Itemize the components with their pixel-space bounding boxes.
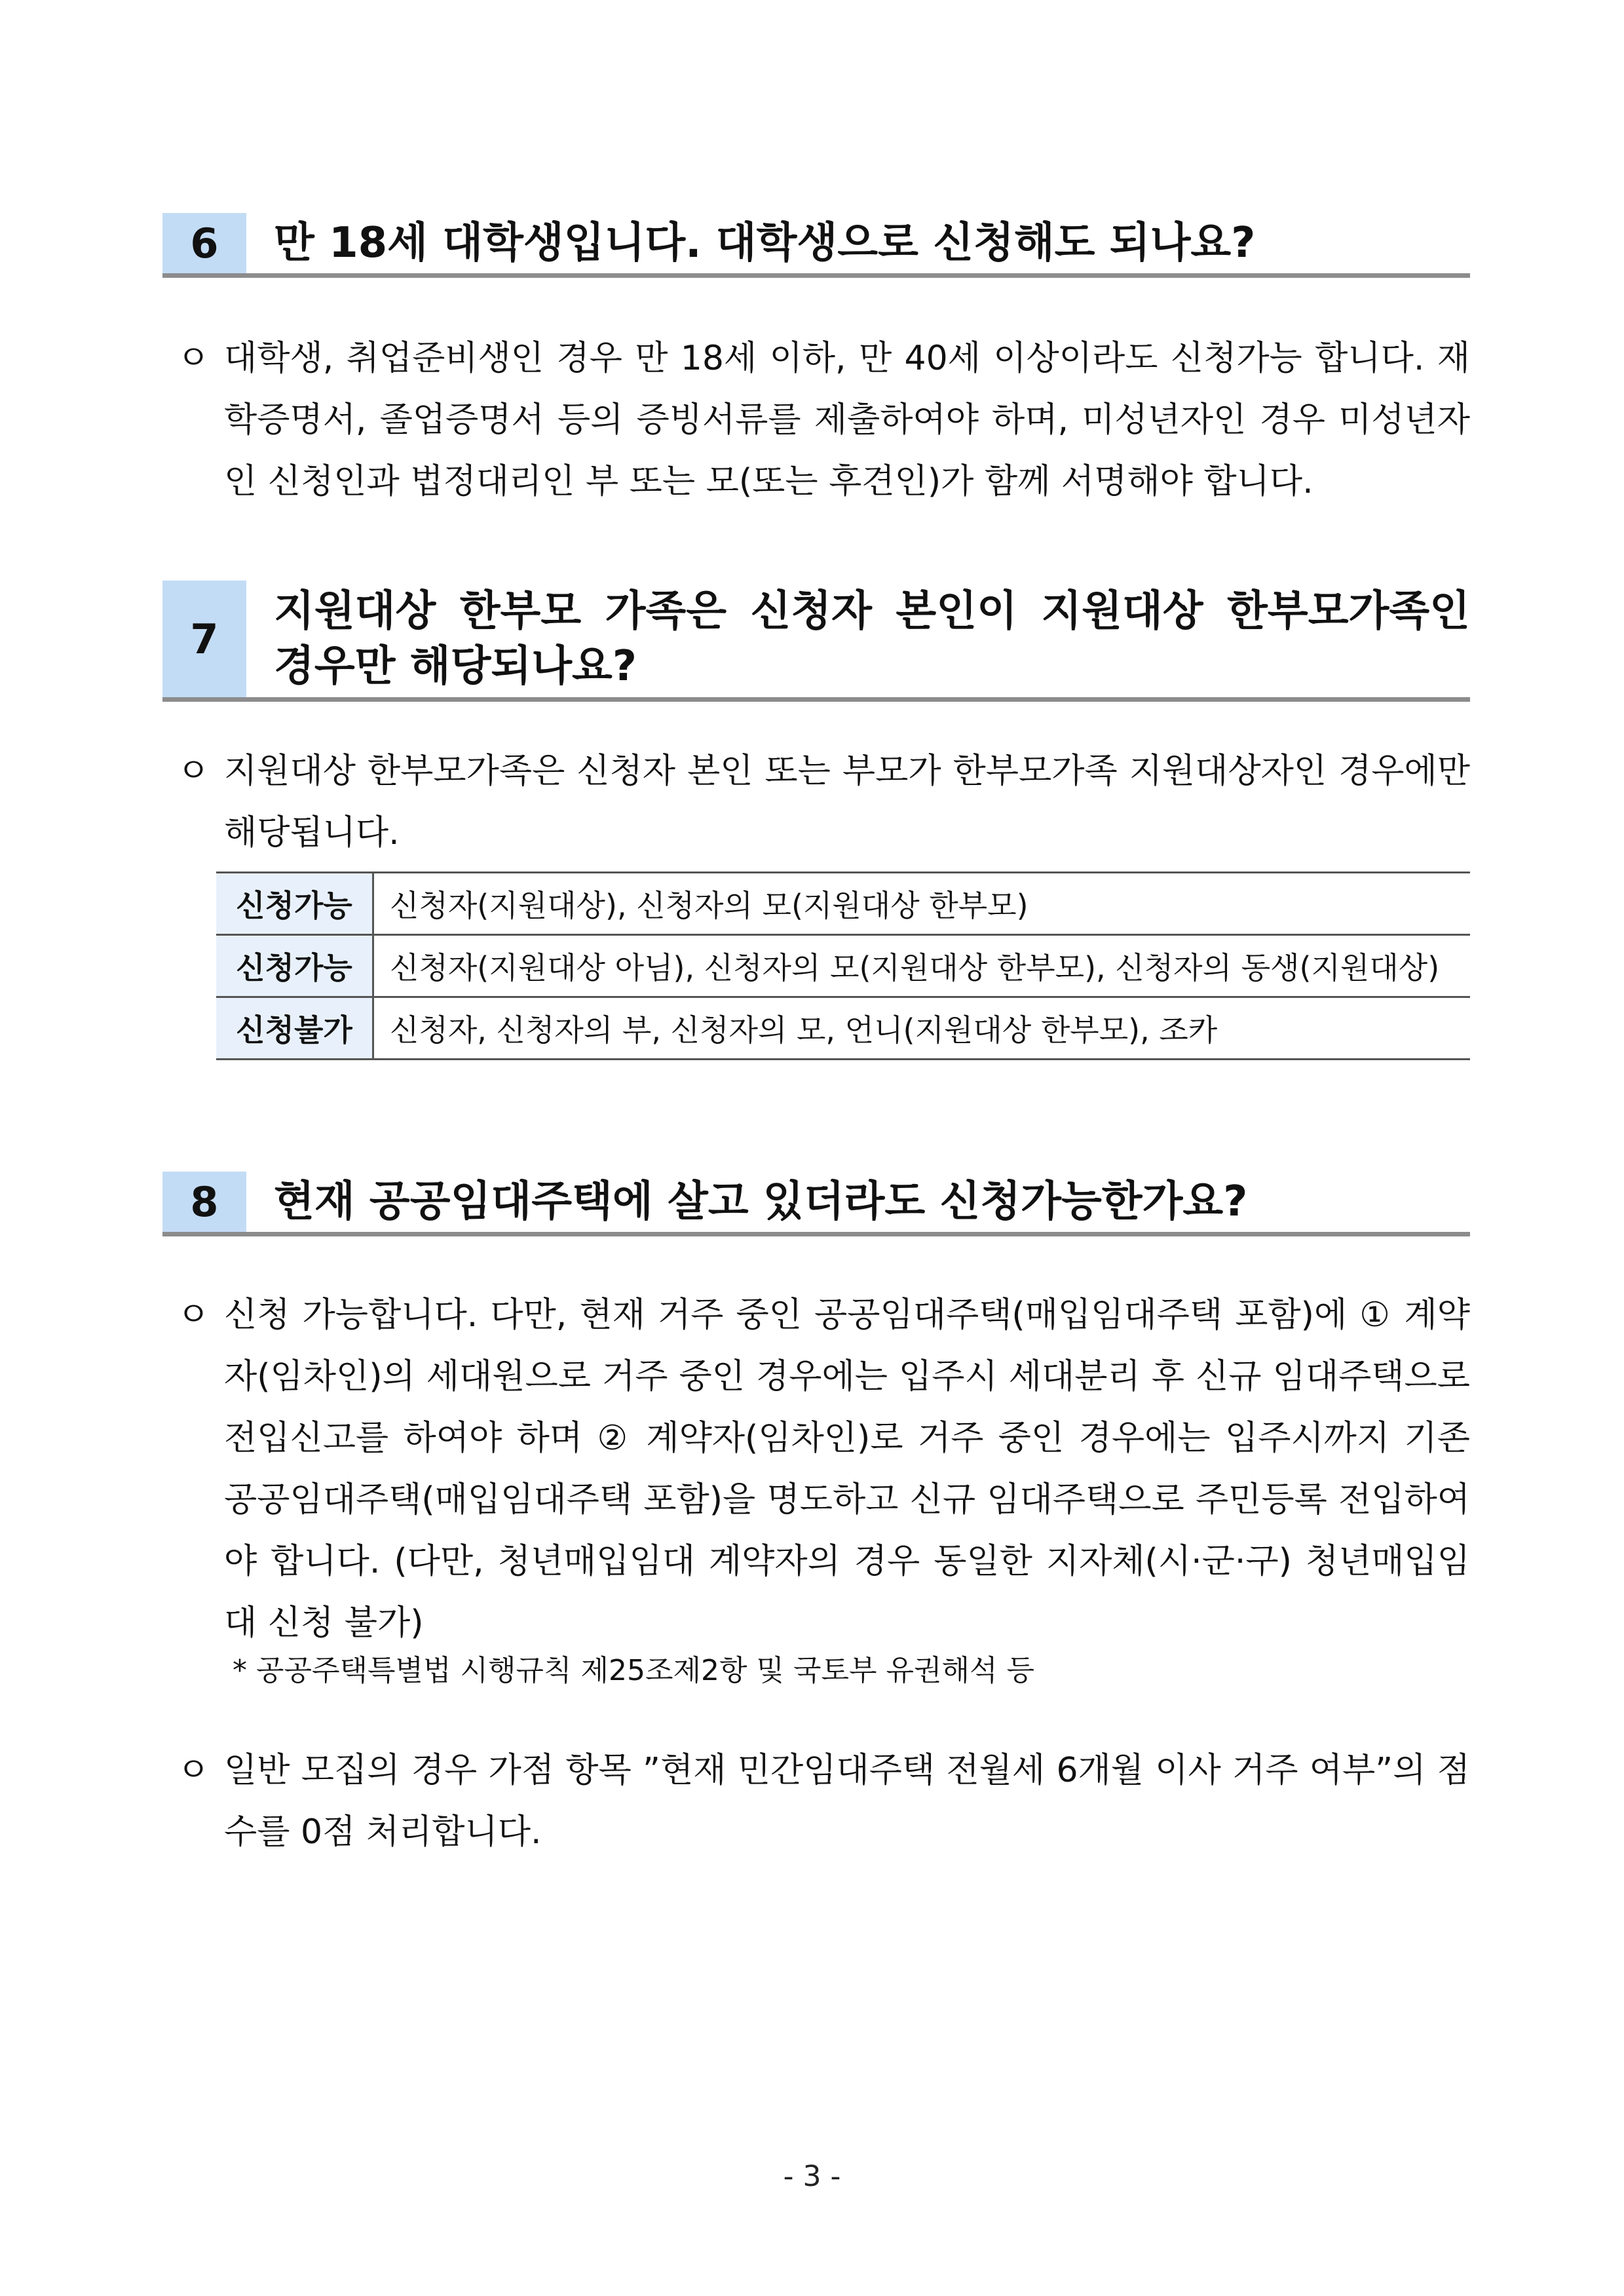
table-row xyxy=(216,997,1470,1060)
eligibility-table xyxy=(216,871,1470,1060)
eligibility-status: 신청가능 xyxy=(216,873,373,935)
question-title: 만 18세 대학생입니다. 대학생으로 신청해도 되나요? xyxy=(274,219,1256,267)
question-8-answer-1 xyxy=(177,1284,1470,1654)
eligibility-desc: 신청자(지원대상 아님), 신청자의 모(지원대상 한부모), 신청자의 동생(지원대상) xyxy=(373,935,1471,997)
question-title: 현재 공공임대주택에 살고 있더라도 신청가능한가요? xyxy=(274,1177,1248,1226)
question-title-line: 경우만 해당되나요? xyxy=(274,642,637,691)
question-8-answer-2 xyxy=(177,1740,1470,1863)
answer-text: 일반 모집의 경우 가점 항목 ”현재 민간임대주택 전월세 6개월 이사 거주 여부”의 점수를 0점 처리합니다. xyxy=(224,1751,1470,1852)
answer-text: 대학생, 취업준비생인 경우 만 18세 이하, 만 40세 이상이라도 신청가능 합니다. 재학증명서, 졸업증명서 등의 증빙서류를 제출하여야 하며, 미성년자인 경우 미성년자인 신청인과 법정대리인 부 또는 모(또는 후견인)가 함께 서명해야 합니다. xyxy=(224,339,1470,501)
question-6-header xyxy=(162,213,1470,278)
eligibility-desc: 신청자(지원대상), 신청자의 모(지원대상 한부모) xyxy=(373,873,1471,935)
question-7-header xyxy=(162,581,1470,702)
table-row xyxy=(216,935,1470,997)
eligibility-status: 신청불가 xyxy=(216,997,373,1060)
bullet: ㅇ xyxy=(177,1295,210,1335)
answer-text: 신청 가능합니다. 다만, 현재 거주 중인 공공임대주택(매입임대주택 포함)에 ① 계약자(임차인)의 세대원으로 거주 중인 경우에는 입주시 세대분리 후 신규 임대주택으로 전입신고를 하여야 하며 ② 계약자(임차인)로 거주 중인 경우에는 입주시까지 기존 공공임대주택(매입임대주택 포함)을 명도하고 신규 임대주택으로 주민등록 전입하여야 합니다. (다만, 청년매입임대 계약자의 경우 동일한 지자체(시·군·구) 청년매입임대 신청 불가) xyxy=(224,1295,1470,1643)
table-row xyxy=(216,873,1470,935)
question-8-header xyxy=(162,1172,1470,1236)
question-number: 6 xyxy=(162,213,246,273)
question-number: 8 xyxy=(162,1172,246,1232)
bullet: ㅇ xyxy=(177,339,210,378)
eligibility-status: 신청가능 xyxy=(216,935,373,997)
question-title-line: 지원대상 한부모 가족은 신청자 본인이 지원대상 한부모가족인 xyxy=(274,587,1470,636)
page-number: - 3 - xyxy=(783,2160,841,2193)
question-7-answer xyxy=(177,740,1470,864)
question-6-answer xyxy=(177,328,1470,512)
bullet: ㅇ xyxy=(177,1751,210,1790)
question-number: 7 xyxy=(162,581,246,697)
bullet: ㅇ xyxy=(177,752,210,791)
answer-text: 지원대상 한부모가족은 신청자 본인 또는 부모가 한부모가족 지원대상자인 경우에만 해당됩니다. xyxy=(224,752,1470,852)
eligibility-desc: 신청자, 신청자의 부, 신청자의 모, 언니(지원대상 한부모), 조카 xyxy=(373,997,1471,1060)
question-title xyxy=(246,581,1470,697)
reference-note: * 공공주택특별법 시행규칙 제25조제2항 및 국토부 유권해석 등 xyxy=(233,1654,1034,1687)
